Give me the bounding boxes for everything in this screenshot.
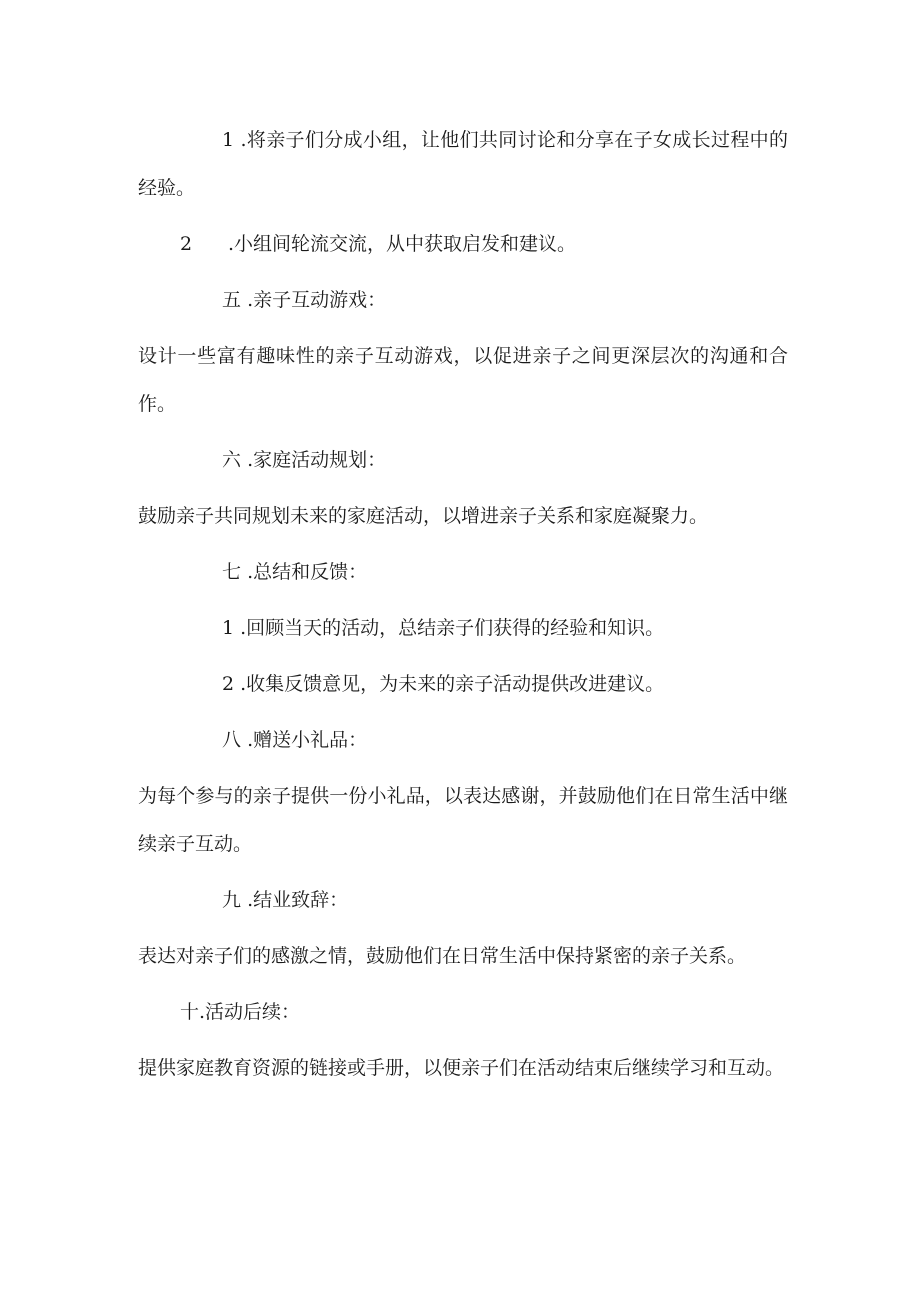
heading-text: .活动后续： — [199, 1001, 301, 1023]
body-paragraph: 鼓励亲子共同规划未来的家庭活动，以增进亲子关系和家庭凝聚力。 — [138, 505, 709, 527]
document-body — [138, 116, 788, 1092]
heading-text: .亲子互动游戏： — [247, 289, 387, 311]
heading-number: 八 — [222, 729, 242, 751]
list-item-1 — [138, 604, 788, 652]
item-number: 1 — [222, 129, 235, 151]
heading-text: .结业致辞： — [247, 889, 349, 911]
heading-text: .家庭活动规划： — [247, 449, 387, 471]
heading-number: 六 — [222, 449, 242, 471]
heading-text: .赠送小礼品： — [247, 729, 368, 751]
heading-text: .总结和反馈： — [247, 561, 368, 583]
heading-number: 五 — [222, 289, 242, 311]
heading-number: 十 — [180, 1001, 200, 1023]
section-heading-5 — [138, 276, 788, 324]
body-paragraph: 表达对亲子们的感激之情，鼓励他们在日常生活中保持紧密的亲子关系。 — [138, 945, 747, 967]
section-heading-10 — [138, 988, 788, 1036]
item-text: .将亲子们分成小组，让他们共同讨论和分享在子女成长过程中的经验。 — [138, 129, 788, 199]
section-heading-6 — [138, 436, 788, 484]
body-paragraph: 为每个参与的亲子提供一份小礼品，以表达感谢，并鼓励他们在日常生活中继续亲子互动。 — [138, 785, 788, 855]
item-text: .回顾当天的活动，总结亲子们获得的经验和知识。 — [240, 617, 665, 639]
section-heading-7 — [138, 548, 788, 596]
heading-number: 七 — [222, 561, 242, 583]
section-heading-9 — [138, 876, 788, 924]
body-paragraph: 设计一些富有趣味性的亲子互动游戏，以促进亲子之间更深层次的沟通和合作。 — [138, 345, 788, 415]
list-item-1 — [138, 116, 788, 212]
item-text: .收集反馈意见，为未来的亲子活动提供改进建议。 — [240, 673, 665, 695]
list-item-2 — [138, 660, 788, 708]
section-heading-8 — [138, 716, 788, 764]
body-paragraph: 提供家庭教育资源的链接或手册，以便亲子们在活动结束后继续学习和互动。 — [138, 1057, 785, 1079]
list-item-2 — [138, 220, 788, 268]
item-text: .小组间轮流交流，从中获取启发和建议。 — [228, 233, 577, 255]
item-number: 1 — [222, 617, 235, 639]
heading-number: 九 — [222, 889, 242, 911]
item-number: 2 — [180, 233, 193, 255]
item-number: 2 — [222, 673, 235, 695]
